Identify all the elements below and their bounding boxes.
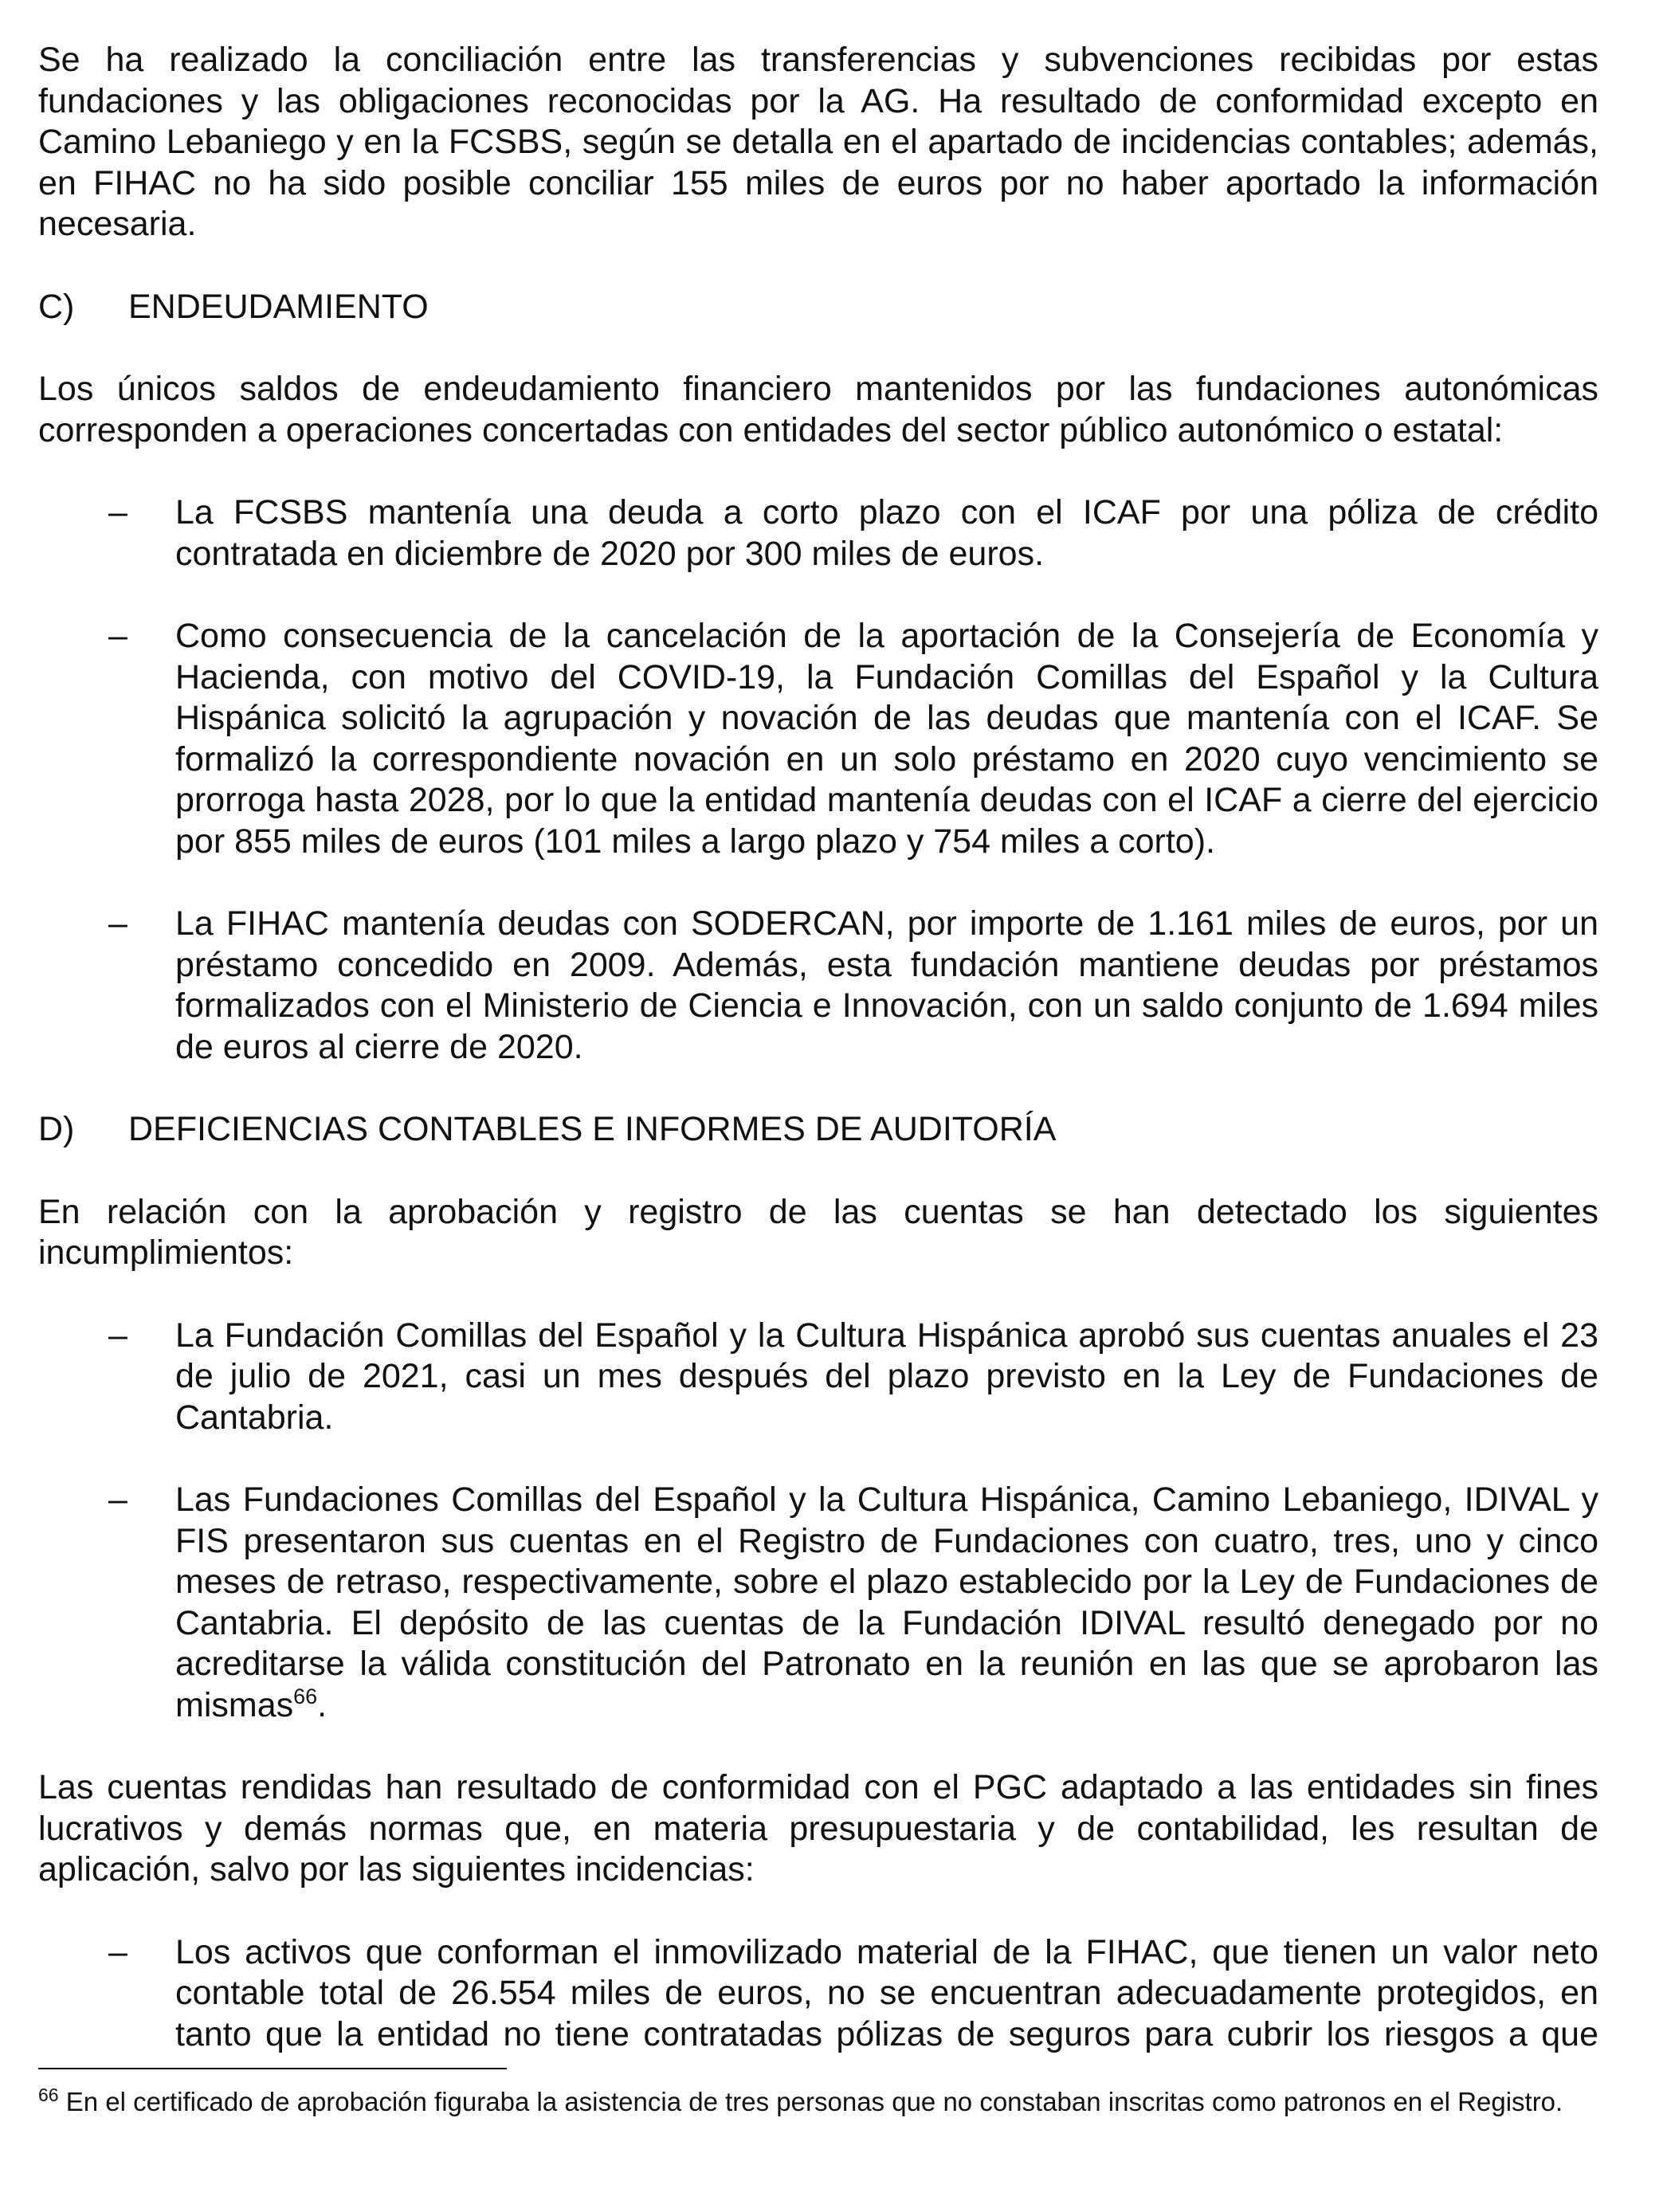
list-item xyxy=(38,904,1598,1068)
list-item-text xyxy=(175,1480,1598,1726)
section-c-title: ENDEUDAMIENTO xyxy=(128,287,429,326)
section-d-heading xyxy=(38,1109,1598,1151)
bullet-marker: – xyxy=(108,904,127,943)
list-item xyxy=(38,616,1598,862)
footnote-reference[interactable]: 66 xyxy=(293,1684,318,1708)
footnote-divider xyxy=(38,2068,507,2069)
footnote-text: En el certificado de aprobación figuraba la asistencia de tres personas que no constaban inscritas como patronos en el Registro. xyxy=(58,2087,1563,2116)
list-item xyxy=(38,492,1598,575)
footnote-number: 66 xyxy=(38,2085,59,2105)
list-item-text: Como consecuencia de la cancelación de la aportación de la Consejería de Economía y Hacienda, con motivo del COVID-19, la Fundación Comillas del Español y la Cultura Hispánica solicitó la agrupación y novación de las deudas que mantenía con el ICAF. Se formalizó la correspondiente novación en un solo préstamo en 2020 cuyo vencimiento se prorroga hasta 2028, por lo que la entidad mantenía deudas con el ICAF a cierre del ejercicio por 855 miles de euros (101 miles a largo plazo y 754 miles a corto). xyxy=(175,617,1598,861)
bullet-marker: – xyxy=(108,1316,127,1355)
section-c-letter: C) xyxy=(38,287,75,326)
list-item-text: La Fundación Comillas del Español y la Cultura Hispánica aprobó sus cuentas anuales el 23 de julio de 2021, casi un mes después del plazo previsto en la Ley de Fundaciones de Cantabria. xyxy=(175,1316,1598,1437)
bullet-marker: – xyxy=(108,617,127,655)
list-item-end: . xyxy=(317,1685,328,1724)
section-d-paragraph: En relación con la aprobación y registro de las cuentas se han detectado los siguientes incumplimientos: xyxy=(38,1192,1598,1272)
section-c-paragraph: Los únicos saldos de endeudamiento financiero mantenidos por las fundaciones autonómicas corresponden a operaciones concertadas con entidades del sector público autonómico o estatal: xyxy=(38,370,1598,449)
section-d-letter: D) xyxy=(38,1110,75,1148)
list-item-body: Las Fundaciones Comillas del Español y la Cultura Hispánica, Camino Lebaniego, IDIVAL y FIS presentaron sus cuentas en el Registro de Fundaciones con cuatro, tres, uno y cinco meses de retraso, respectivamente, sobre el plazo establecido por la Ley de Fundaciones de Cantabria. El depósito de las cuentas de la Fundación IDIVAL resultó denegado por no acreditarse la válida constitución del Patronato en la reunión en las que se aprobaron las mismas xyxy=(175,1481,1598,1724)
list-item-text: Los activos que conforman el inmovilizado material de la FIHAC, que tienen un valor neto contable total de 26.554 miles de euros, no se encuentran adecuadamente protegidos, en tanto que la entidad no tiene contratadas pólizas de seguros para cubrir los riesgos a que xyxy=(175,1932,1598,2053)
document-page xyxy=(38,40,1598,2055)
bullet-marker: – xyxy=(108,1932,127,1971)
list-item xyxy=(38,1316,1598,1439)
section-c-heading xyxy=(38,287,1598,328)
section-d-paragraph-2: Las cuentas rendidas han resultado de conformidad con el PGC adaptado a las entidades sin fines lucrativos y demás normas que, en materia presupuestaria y de contabilidad, les resultan de aplicación, salvo por las siguientes incidencias: xyxy=(38,1768,1598,1888)
intro-paragraph: Se ha realizado la conciliación entre las transferencias y subvenciones recibidas por estas fundaciones y las obligaciones reconocidas por la AG. Ha resultado de conformidad excepto en Camino Lebaniego y en la FCSBS, según se detalla en el apartado de incidencias contables; además, en FIHAC no ha sido posible conciliar 155 miles de euros por no haber aportado la información necesaria. xyxy=(38,41,1598,243)
list-item xyxy=(38,1932,1598,2056)
list-item xyxy=(38,1480,1598,1726)
bullet-marker: – xyxy=(108,493,127,531)
list-item-text: La FIHAC mantenía deudas con SODERCAN, por importe de 1.161 miles de euros, por un préstamo concedido en 2009. Además, esta fundación mantiene deudas por préstamos formalizados con el Ministerio de Ciencia e Innovación, con un saldo conjunto de 1.694 miles de euros al cierre de 2020. xyxy=(175,904,1598,1066)
list-item-text: La FCSBS mantenía una deuda a corto plazo con el ICAF por una póliza de crédito contratada en diciembre de 2020 por 300 miles de euros. xyxy=(175,493,1598,573)
section-d-title: DEFICIENCIAS CONTABLES E INFORMES DE AUDITORÍA xyxy=(128,1110,1057,1148)
bullet-marker: – xyxy=(108,1481,127,1519)
footnote xyxy=(38,2087,1598,2117)
